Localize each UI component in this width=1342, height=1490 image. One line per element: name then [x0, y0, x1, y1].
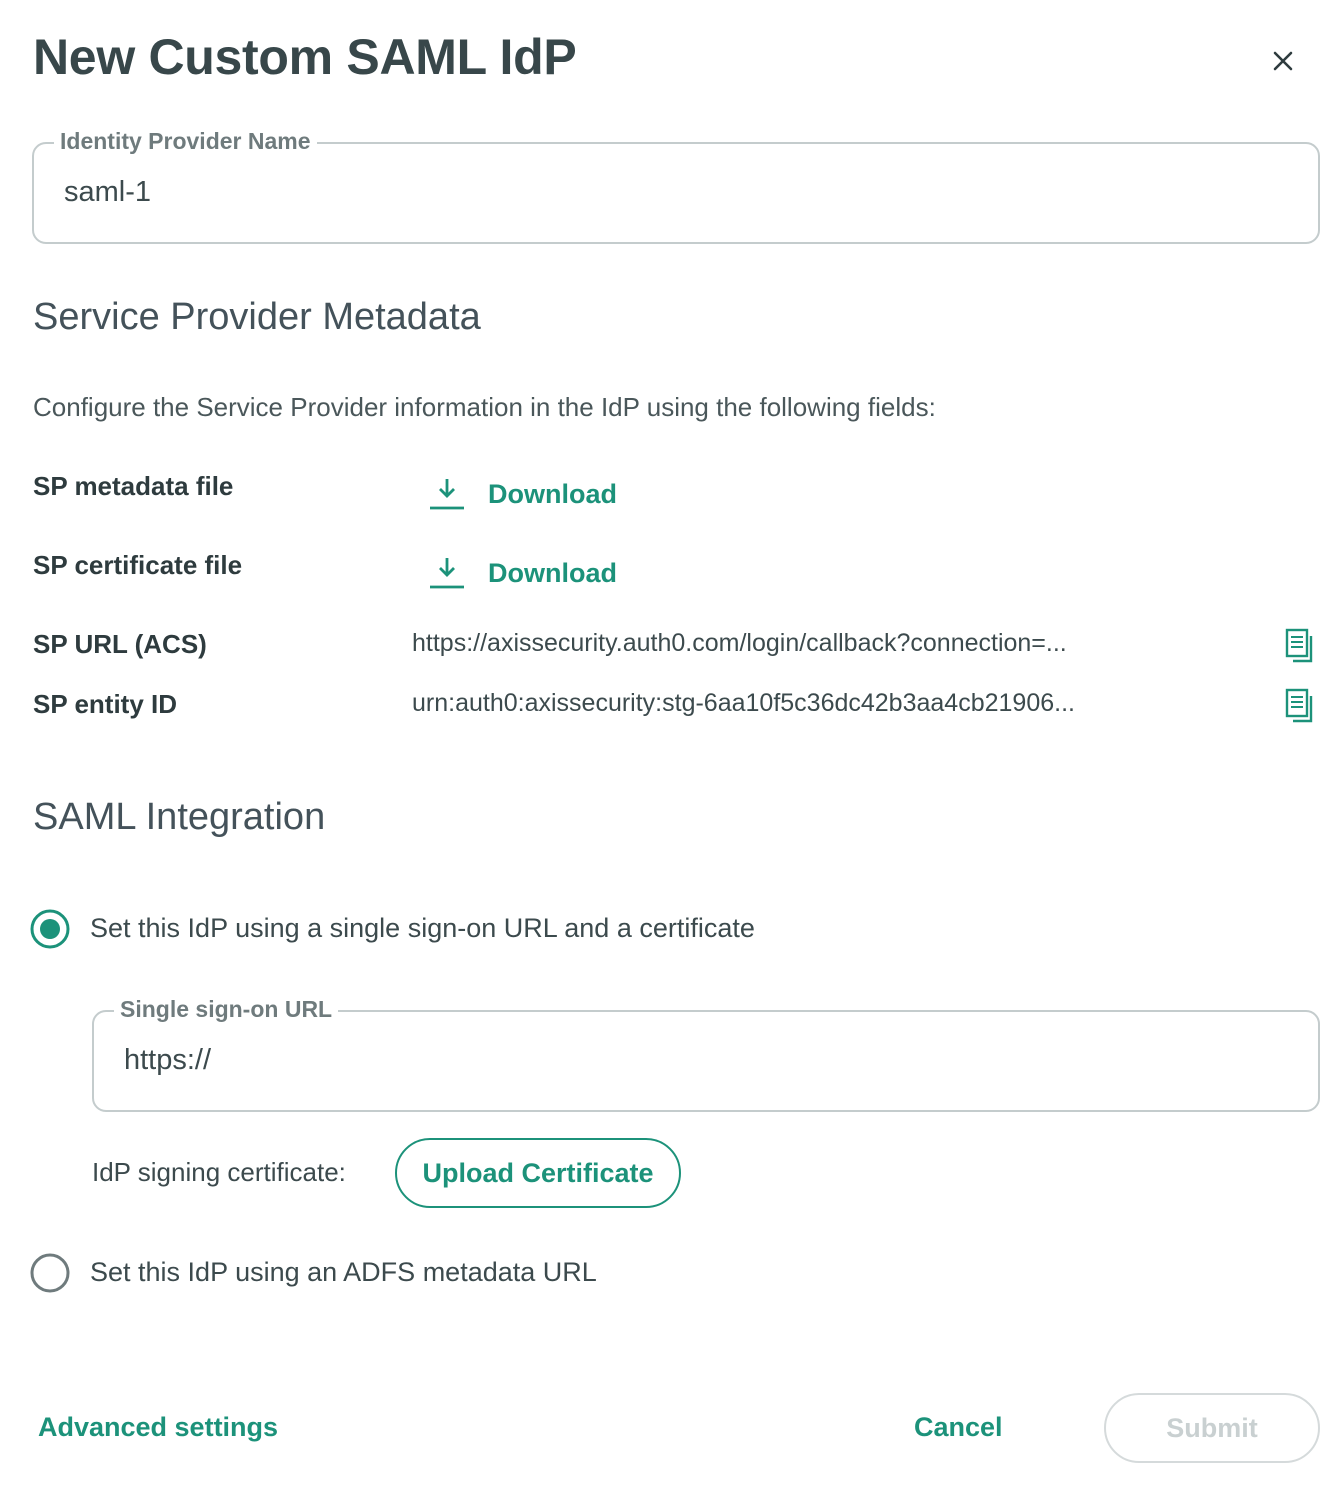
radio-sso-label[interactable]: Set this IdP using a single sign-on URL and a certificate	[90, 913, 755, 943]
signing-cert-label: IdP signing certificate:	[92, 1157, 346, 1187]
cancel-button[interactable]: Cancel	[914, 1412, 1003, 1442]
sp-entity-id-value: urn:auth0:axissecurity:stg-6aa10f5c36dc42b3aa4cb21906...	[412, 689, 1075, 717]
sp-url-value: https://axissecurity.auth0.com/login/callback?connection=...	[412, 629, 1067, 657]
idp-name-input[interactable]: saml-1	[64, 176, 152, 208]
close-icon	[1266, 44, 1300, 78]
sp-metadata-download-button[interactable]	[428, 476, 617, 512]
radio-sso-option[interactable]	[30, 909, 70, 949]
copy-icon	[1285, 628, 1317, 664]
sp-certificate-file-label: SP certificate file	[33, 550, 243, 580]
download-icon	[428, 555, 466, 591]
sp-metadata-description: Configure the Service Provider information in the IdP using the following fields:	[33, 392, 936, 422]
sp-entity-id-copy-button[interactable]	[1285, 688, 1317, 724]
download-icon	[428, 476, 466, 512]
sp-url-label: SP URL (ACS)	[33, 629, 207, 659]
idp-name-label: Identity Provider Name	[54, 128, 317, 155]
sp-metadata-heading: Service Provider Metadata	[33, 296, 481, 338]
sso-url-input[interactable]: https://	[124, 1044, 212, 1076]
sp-certificate-download-button[interactable]	[428, 555, 617, 591]
radio-adfs-option[interactable]	[30, 1253, 70, 1293]
dialog-title: New Custom SAML IdP	[33, 29, 577, 85]
sp-metadata-file-label: SP metadata file	[33, 471, 234, 501]
radio-checked-icon	[30, 909, 70, 949]
sp-entity-id-label: SP entity ID	[33, 689, 178, 719]
submit-button[interactable]: Submit	[1104, 1393, 1320, 1463]
advanced-settings-button[interactable]: Advanced settings	[38, 1412, 279, 1442]
close-button[interactable]	[1266, 44, 1300, 78]
upload-certificate-button[interactable]: Upload Certificate	[395, 1138, 681, 1208]
saml-integration-heading: SAML Integration	[33, 796, 326, 838]
sp-url-copy-button[interactable]	[1285, 628, 1317, 664]
sp-certificate-download-label: Download	[488, 557, 617, 588]
sp-metadata-download-label: Download	[488, 478, 617, 509]
radio-adfs-label[interactable]: Set this IdP using an ADFS metadata URL	[90, 1257, 597, 1287]
idp-name-field[interactable]	[32, 128, 1320, 244]
copy-icon	[1285, 688, 1317, 724]
sso-url-label: Single sign-on URL	[114, 996, 338, 1023]
sso-url-field[interactable]	[92, 996, 1320, 1112]
radio-unchecked-icon	[30, 1253, 70, 1293]
